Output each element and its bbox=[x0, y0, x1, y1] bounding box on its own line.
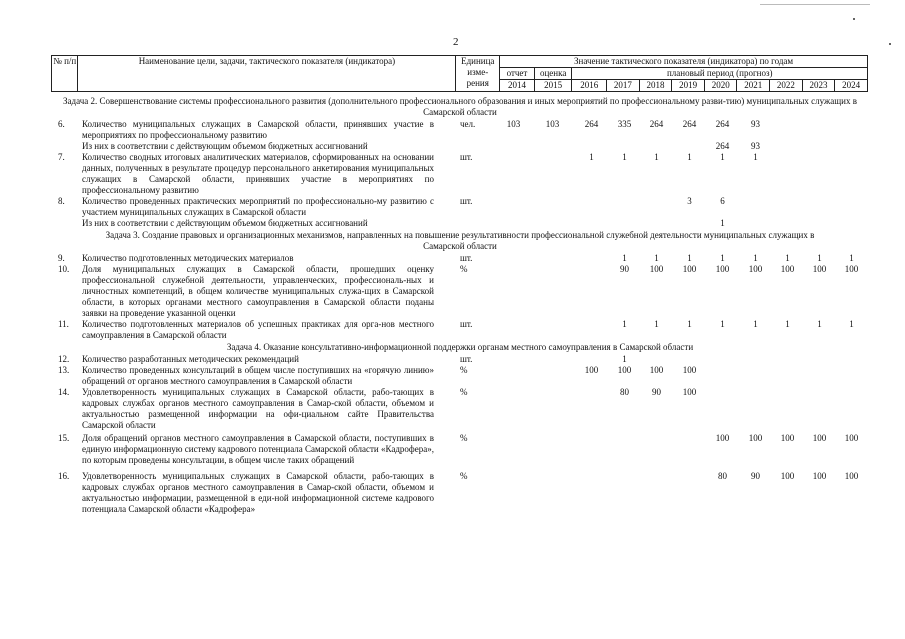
value-2017: 90 bbox=[620, 264, 629, 274]
value-2021: 90 bbox=[751, 471, 760, 481]
indicator-unit: % bbox=[460, 365, 468, 375]
value-2020: 1 bbox=[720, 152, 725, 162]
value-2022: 100 bbox=[780, 471, 795, 481]
value-2017: 80 bbox=[620, 387, 629, 397]
table-row bbox=[0, 319, 905, 341]
table-row bbox=[0, 387, 905, 431]
value-2017: 1 bbox=[622, 319, 627, 329]
value-2022: 1 bbox=[785, 319, 790, 329]
row-number: 10. bbox=[58, 264, 70, 274]
value-2024: 1 bbox=[849, 319, 854, 329]
header-name: Наименование цели, задачи, тактического показателя (индикатора) bbox=[78, 56, 456, 92]
value-2020: 80 bbox=[718, 471, 727, 481]
value-2018: 264 bbox=[649, 119, 664, 129]
scan-speck bbox=[853, 18, 855, 20]
indicator-name: Количество муниципальных служащих в Самарской области, принявших участие в мероприятиях по профессиональному развитию bbox=[82, 119, 434, 140]
row-number: 15. bbox=[58, 433, 70, 443]
value-2021: 100 bbox=[748, 264, 763, 274]
value-2022: 100 bbox=[780, 433, 795, 443]
value-2023: 1 bbox=[817, 319, 822, 329]
value-2021: 100 bbox=[748, 433, 763, 443]
value-2023: 100 bbox=[812, 264, 827, 274]
indicator-unit: шт. bbox=[460, 354, 473, 364]
task-2-heading: Задача 2. Совершенствование системы профессионального развития (дополнительного профессионального образования и иных мероприятий по профессиональному разви-тию) муниципальных служащих в Самарской области bbox=[63, 96, 857, 117]
header-year: 2014 bbox=[500, 80, 535, 92]
indicator-unit: % bbox=[460, 471, 468, 481]
table-row bbox=[0, 354, 905, 365]
value-2017: 1 bbox=[622, 354, 627, 364]
value-2024: 100 bbox=[844, 471, 859, 481]
value-2016: 100 bbox=[584, 365, 599, 375]
value-2021: 93 bbox=[751, 141, 760, 151]
row-number: 12. bbox=[58, 354, 70, 364]
indicator-unit: шт. bbox=[460, 253, 473, 263]
header-year: 2024 bbox=[835, 80, 868, 92]
indicator-table-header bbox=[51, 55, 868, 92]
indicator-name: Количество сводных итоговых аналитических материалов, сформированных на основании данных, полученных в результате процедур персонального анкетирования муниципальных служащих в Самарской области, принявших участие в мероприятиях по профессиональному развитию bbox=[82, 152, 434, 195]
value-2018: 1 bbox=[654, 319, 659, 329]
value-2020: 264 bbox=[715, 141, 730, 151]
value-2023: 100 bbox=[812, 471, 827, 481]
indicator-name: Количество проведенных консультаций в общем числе поступивших на «горячую линию» обращений от органов местного самоуправления в Самарской области bbox=[82, 365, 434, 386]
value-2020: 1 bbox=[720, 253, 725, 263]
task-3-heading: Задача 3. Создание правовых и организационных механизмов, направленных на повышение результативности профессиональной служебной деятельности муниципальных служащих в Самарской области bbox=[105, 230, 815, 251]
header-year: 2017 bbox=[607, 80, 640, 92]
value-2017: 335 bbox=[617, 119, 632, 129]
indicator-name: Количество подготовленных методических материалов bbox=[82, 253, 294, 263]
value-2022: 100 bbox=[780, 264, 795, 274]
row-number: 11. bbox=[58, 319, 69, 329]
indicator-name: Удовлетворенность муниципальных служащих в Самарской области, рабо-тающих в кадровых службах органов местного самоуправления в Самар-ской области, объемом и актуальностью информации, размещенной в еди-ной информационной системе кадрового потенциала Самарской области «Кадрофера» bbox=[82, 471, 434, 514]
value-2016: 1 bbox=[589, 152, 594, 162]
task-4-heading: Задача 4. Оказание консультативно-информационной поддержки органам местного самоуправления в Самарской области bbox=[226, 342, 694, 352]
value-2019: 264 bbox=[682, 119, 697, 129]
table-row bbox=[0, 471, 905, 515]
indicator-unit: шт. bbox=[460, 152, 473, 162]
header-year: 2021 bbox=[737, 80, 770, 92]
row-number: 9. bbox=[58, 253, 65, 263]
header-report: отчет bbox=[500, 68, 535, 80]
value-2019: 100 bbox=[682, 387, 697, 397]
header-unit: Единица изме-рения bbox=[456, 56, 500, 92]
indicator-name: Количество разработанных методических рекомендаций bbox=[82, 354, 299, 364]
row-number: 8. bbox=[58, 196, 65, 206]
value-2016: 264 bbox=[584, 119, 599, 129]
header-year: 2020 bbox=[704, 80, 737, 92]
header-year: 2023 bbox=[802, 80, 835, 92]
value-2020: 6 bbox=[720, 196, 725, 206]
row-number: 14. bbox=[58, 387, 70, 397]
indicator-unit: шт. bbox=[460, 319, 473, 329]
value-2021: 93 bbox=[751, 119, 760, 129]
value-2020: 1 bbox=[720, 319, 725, 329]
header-year: 2015 bbox=[534, 80, 572, 92]
indicator-name: Удовлетворенность муниципальных служащих в Самарской области, рабо-тающих в кадровых службах органов местного самоуправления в Самар-ской области, объемом и актуальностью размещенной информации на офи-циальном сайте Правительства Самарской области bbox=[82, 387, 434, 430]
value-2024: 100 bbox=[844, 264, 859, 274]
value-2019: 1 bbox=[687, 152, 692, 162]
indicator-name: Количество подготовленных материалов об успешных практиках для орга-нов местного самоуправления в Самарской области bbox=[82, 319, 434, 340]
value-2020: 264 bbox=[715, 119, 730, 129]
value-2015: 103 bbox=[545, 119, 560, 129]
value-2017: 1 bbox=[622, 253, 627, 263]
top-scan-line bbox=[760, 4, 870, 5]
value-2019: 1 bbox=[687, 253, 692, 263]
header-year: 2018 bbox=[639, 80, 672, 92]
value-2019: 100 bbox=[682, 264, 697, 274]
header-year: 2016 bbox=[572, 80, 607, 92]
value-2018: 100 bbox=[649, 365, 664, 375]
table-row bbox=[0, 196, 905, 218]
value-2020: 100 bbox=[715, 264, 730, 274]
header-estimate: оценка bbox=[534, 68, 572, 80]
indicator-name: Количество проведенных практических мероприятий по профессионально-му развитию с участием муниципальных служащих в Самарской области bbox=[82, 196, 434, 217]
value-2021: 1 bbox=[753, 253, 758, 263]
value-2023: 1 bbox=[817, 253, 822, 263]
row-number: 13. bbox=[58, 365, 70, 375]
table-row bbox=[0, 119, 905, 141]
indicator-subrow-name: Из них в соответствии с действующим объемом бюджетных ассигнований bbox=[82, 141, 368, 151]
value-2017: 100 bbox=[617, 365, 632, 375]
value-2021: 1 bbox=[753, 152, 758, 162]
table-row bbox=[0, 141, 905, 152]
page-number: 2 bbox=[453, 36, 459, 48]
header-plan-period: плановый период (прогноз) bbox=[572, 68, 868, 80]
row-number: 6. bbox=[58, 119, 65, 129]
scan-speck bbox=[889, 43, 891, 45]
value-2018: 100 bbox=[649, 264, 664, 274]
value-2023: 100 bbox=[812, 433, 827, 443]
indicator-name: Доля обращений органов местного самоуправления в Самарской области, поступивших в единую информационную систему кадрового потенциала Самарской области «Кадрофера», по которым проведены консультации, в общем числе таких обращений bbox=[82, 433, 435, 465]
table-row bbox=[0, 218, 905, 229]
header-year: 2022 bbox=[770, 80, 803, 92]
value-2018: 1 bbox=[654, 152, 659, 162]
table-row bbox=[0, 253, 905, 264]
value-2017: 1 bbox=[622, 152, 627, 162]
table-row bbox=[0, 264, 905, 319]
indicator-unit: % bbox=[460, 264, 468, 274]
value-2018: 90 bbox=[652, 387, 661, 397]
value-2019: 3 bbox=[687, 196, 692, 206]
value-2021: 1 bbox=[753, 319, 758, 329]
value-2024: 1 bbox=[849, 253, 854, 263]
header-year: 2019 bbox=[672, 80, 705, 92]
indicator-unit: шт. bbox=[460, 196, 473, 206]
value-2024: 100 bbox=[844, 433, 859, 443]
header-no: № п/п bbox=[52, 56, 78, 92]
value-2018: 1 bbox=[654, 253, 659, 263]
indicator-unit: % bbox=[460, 433, 468, 443]
value-2014: 103 bbox=[506, 119, 521, 129]
indicator-table-body bbox=[0, 95, 905, 515]
row-number: 16. bbox=[58, 471, 70, 481]
indicator-subrow-name: Из них в соответствии с действующим объемом бюджетных ассигнований bbox=[82, 218, 368, 228]
value-2022: 1 bbox=[785, 253, 790, 263]
row-number: 7. bbox=[58, 152, 65, 162]
value-2019: 1 bbox=[687, 319, 692, 329]
indicator-unit: % bbox=[460, 387, 468, 397]
value-2020: 1 bbox=[720, 218, 725, 228]
value-2020: 100 bbox=[715, 433, 730, 443]
table-row bbox=[0, 152, 905, 196]
indicator-name: Доля муниципальных служащих в Самарской области, прошедших оценку профессиональной служебной деятельности, управленческих, профессиональ-ных и личностных компетенций, в общем количестве муниципальных служа-щих в Самарской области, в которых органами местного самоуправления в Самарской области поданы заявки на проведение указанной оценки bbox=[82, 264, 434, 318]
header-values-title: Значение тактического показателя (индикатора) по годам bbox=[500, 56, 868, 68]
value-2019: 100 bbox=[682, 365, 697, 375]
table-row bbox=[0, 433, 905, 466]
indicator-unit: чел. bbox=[460, 119, 476, 129]
table-row bbox=[0, 365, 905, 387]
